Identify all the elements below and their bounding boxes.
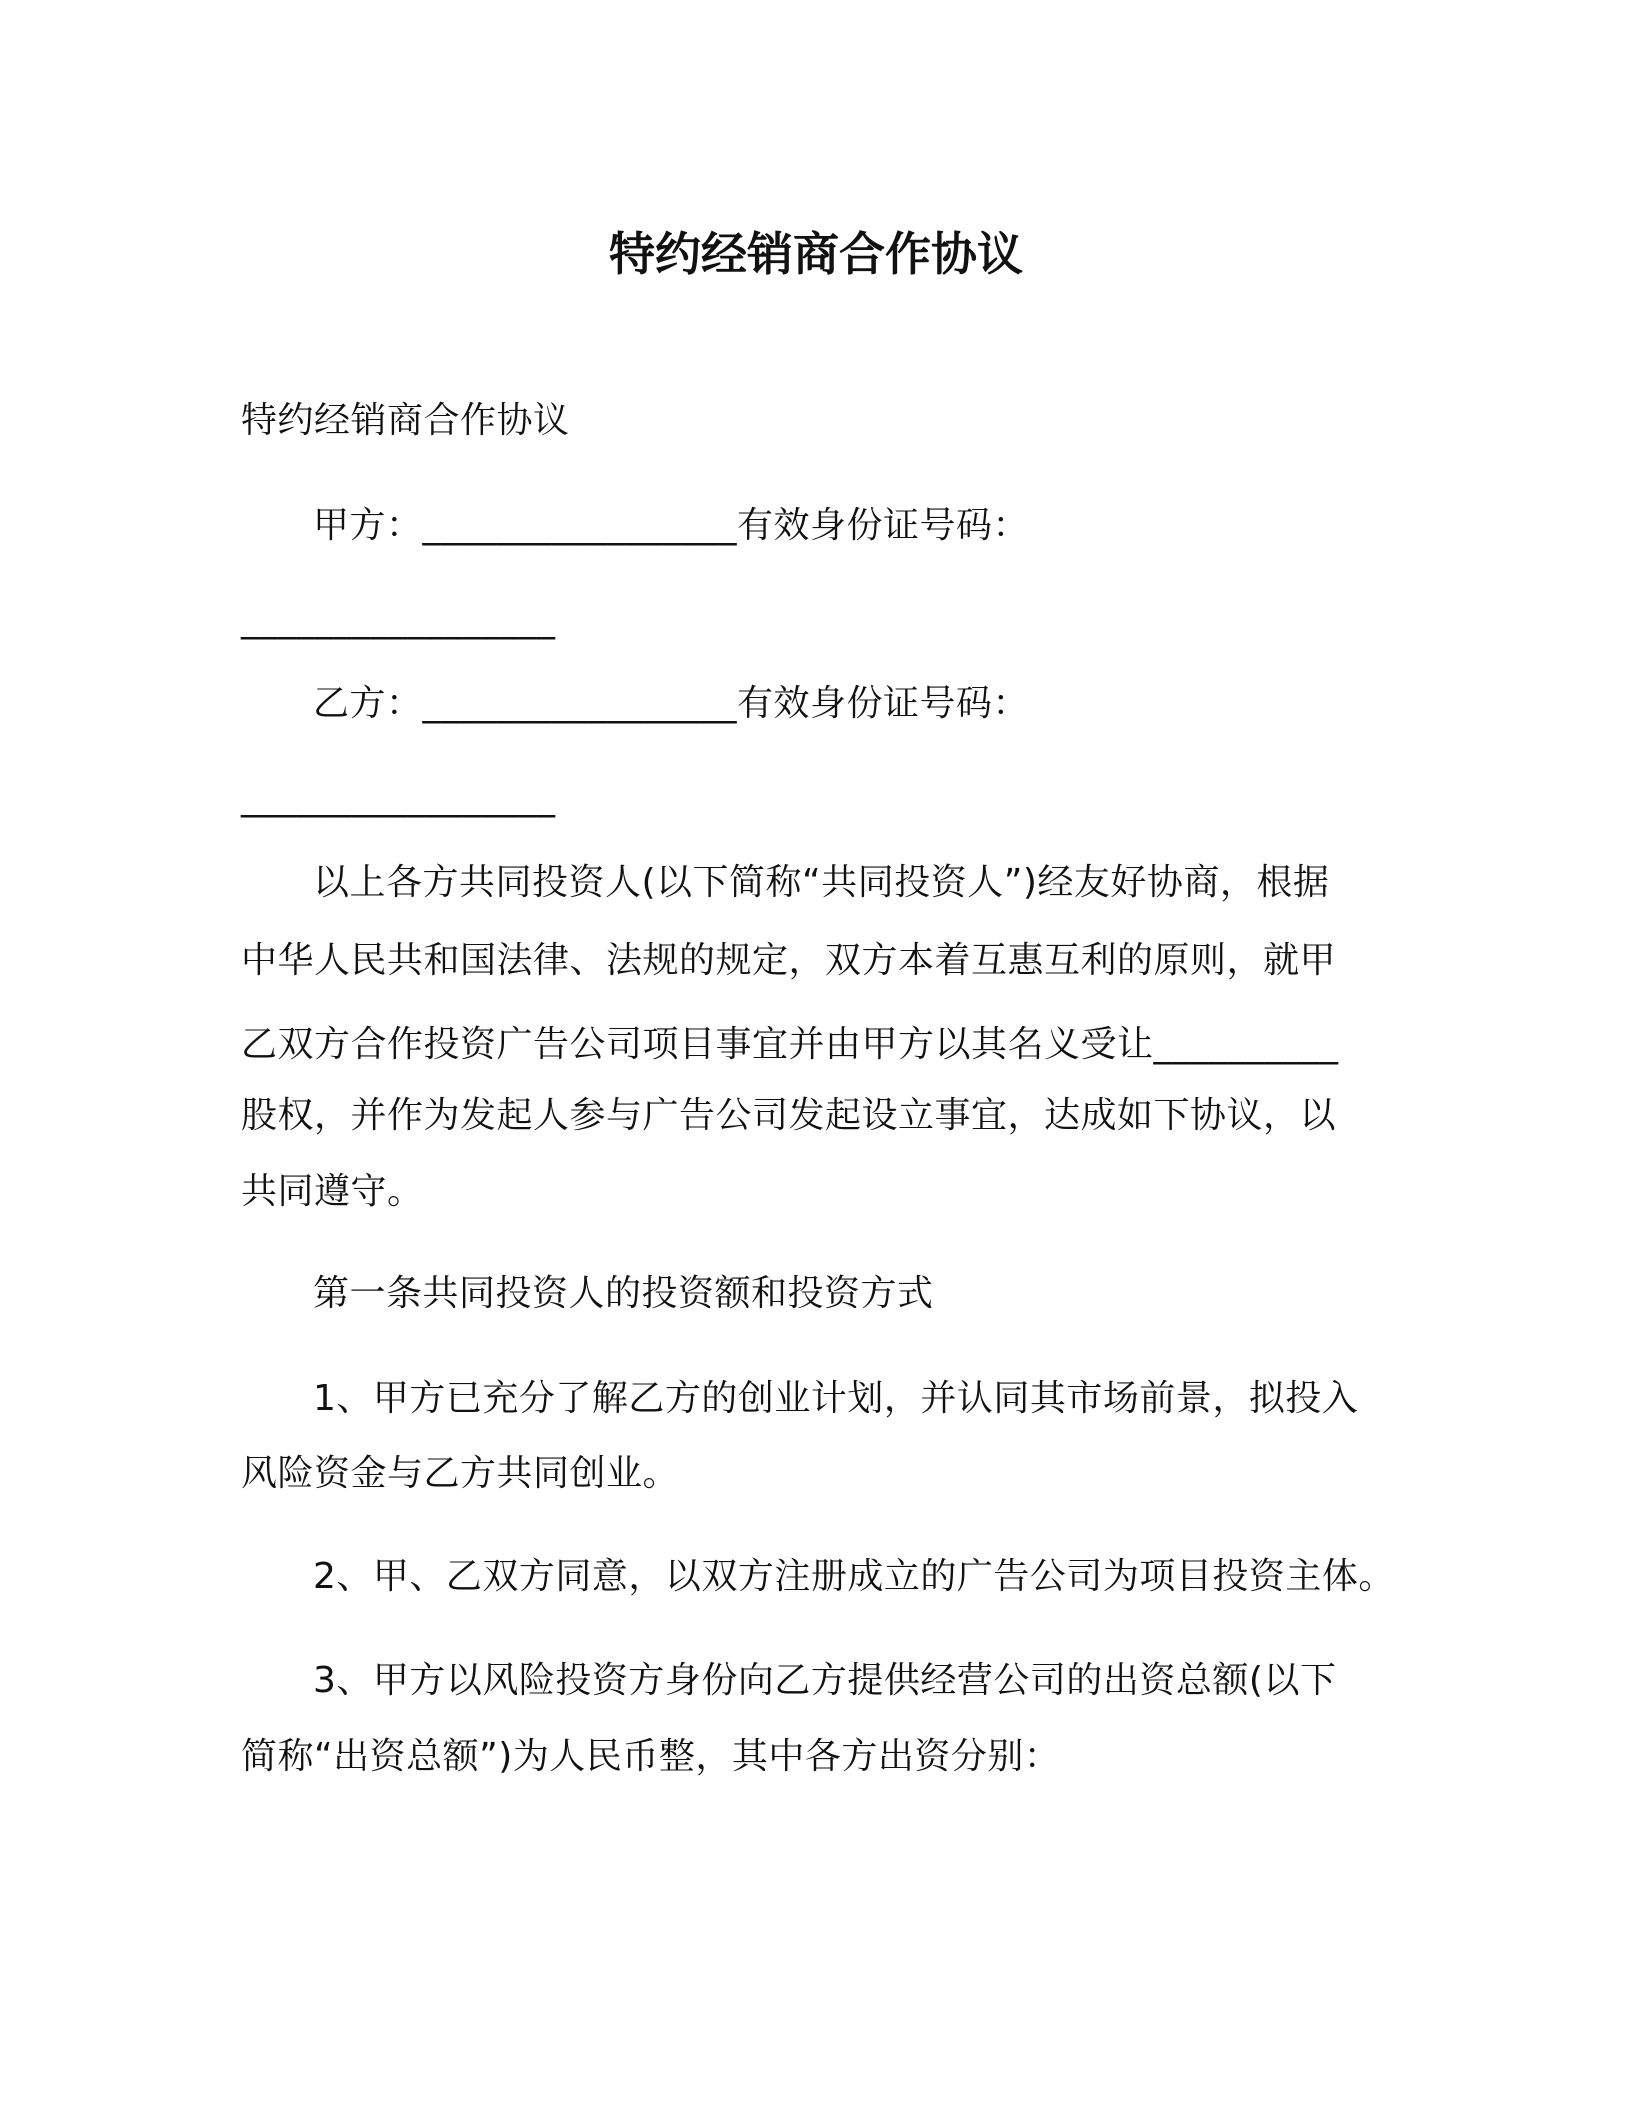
party-a-id-blank: _________________ <box>241 599 556 640</box>
intro-line-5: 共同遵守。 <box>241 1171 424 1212</box>
item-3-line-1: 3、甲方以风险投资方身份向乙方提供经营公司的出资总额(以下 <box>313 1660 1337 1701</box>
intro-line-2: 中华人民共和国法律、法规的规定，双方本着互惠互利的原则，就甲 <box>241 940 1337 981</box>
item-2-line: 2、甲、乙双方同意，以双方注册成立的广告公司为项目投资主体。 <box>313 1556 1395 1597</box>
party-a-line: 甲方：_________________有效身份证号码： <box>313 505 1030 546</box>
document-title: 特约经销商合作协议 <box>609 227 1023 281</box>
article-1-heading: 第一条共同投资人的投资额和投资方式 <box>313 1273 934 1314</box>
party-b-line: 乙方：_________________有效身份证号码： <box>313 683 1030 724</box>
party-b-id-blank: _________________ <box>241 777 556 818</box>
item-1-line-1: 1、甲方已充分了解乙方的创业计划，并认同其市场前景，拟投入 <box>313 1378 1359 1419</box>
intro-line-4: 股权，并作为发起人参与广告公司发起设立事宜，达成如下协议，以 <box>241 1095 1337 1136</box>
document-subtitle: 特约经销商合作协议 <box>241 400 570 441</box>
intro-line-3: 乙双方合作投资广告公司项目事宜并由甲方以其名义受让__________ <box>241 1024 1339 1065</box>
item-1-line-2: 风险资金与乙方共同创业。 <box>241 1453 680 1494</box>
intro-line-1: 以上各方共同投资人(以下简称“共同投资人”)经友好协商，根据 <box>313 862 1330 903</box>
item-3-line-2: 简称“出资总额”)为人民币整，其中各方出资分别： <box>241 1736 1061 1777</box>
